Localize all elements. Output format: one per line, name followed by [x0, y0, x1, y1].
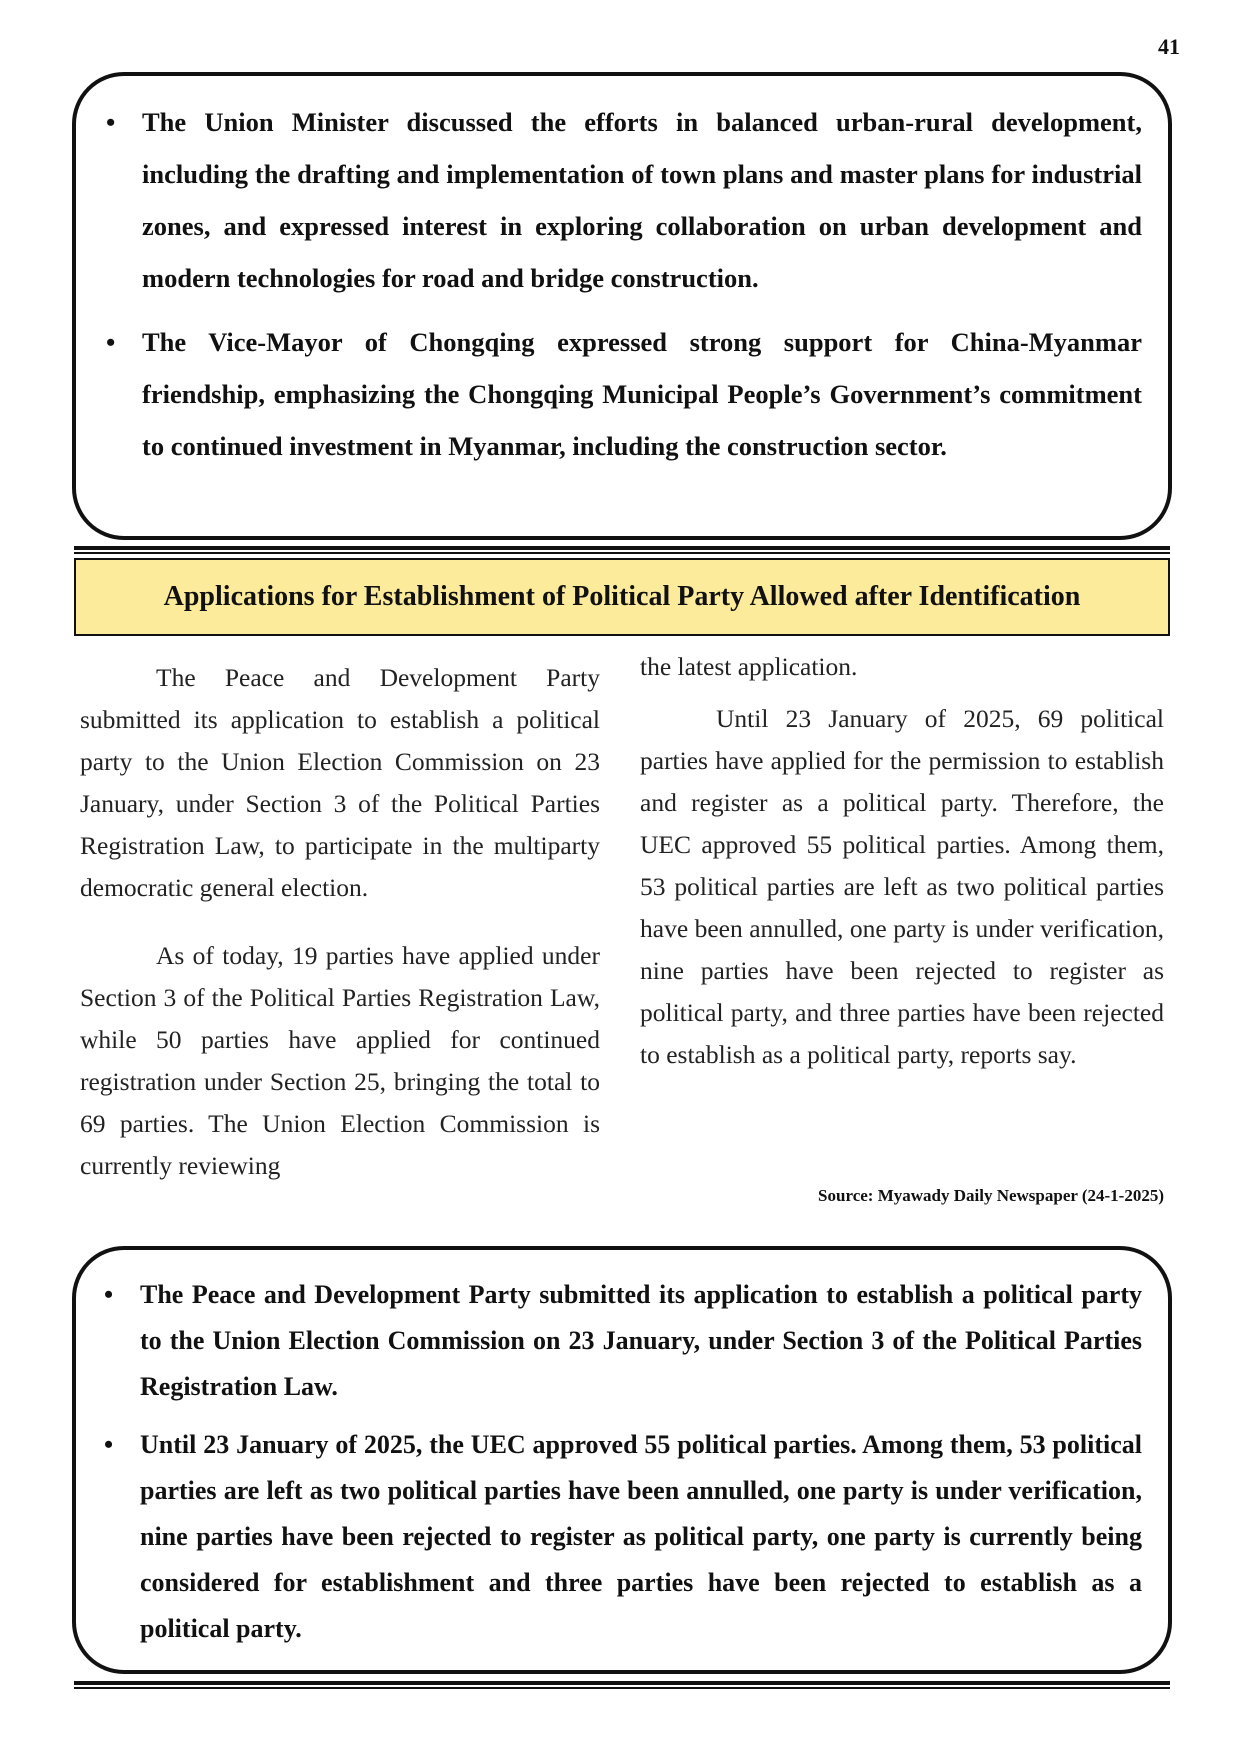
footer-divider-thin [74, 1687, 1170, 1689]
article-right-column [640, 646, 1164, 1076]
page-number: 41 [1158, 34, 1180, 59]
article-paragraph: Until 23 January of 2025, 69 political parties have applied for the permission to establish and register as a political party. Therefore, the UEC approved 55 political parties. Among them, 53 political parties are left as two political parties have been annulled, one party is under verification, nine parties have been rejected to register as political party, and three parties have been rejected to establish as a political party, reports say. [640, 704, 1164, 1069]
article-title: Applications for Establishment of Political Party Allowed after Identification [74, 558, 1170, 636]
section-divider-thin [74, 552, 1170, 554]
article-paragraph: the latest application. [640, 652, 858, 681]
summary-bullet: • Until 23 January of 2025, the UEC approved 55 political parties. Among them, 53 political parties are left as two political parties have been annulled, one party is under verification, nine parties have been rejected to register as political party, one party is currently being considered for establishment and three parties have been rejected to establish as a political party. [140, 1422, 1142, 1652]
bottom-summary-list [140, 1272, 1142, 1652]
section-divider [74, 546, 1170, 550]
summary-bullet: • The Peace and Development Party submitted its application to establish a political party to the Union Election Commission on 23 January, under Section 3 of the Political Parties Registration Law. [140, 1272, 1142, 1410]
top-summary-list [142, 96, 1142, 472]
article-source: Source: Myawady Daily Newspaper (24-1-2025) [818, 1186, 1164, 1205]
summary-bullet: • The Vice-Mayor of Chongqing expressed strong support for China-Myanmar friendship, emphasizing the Chongqing Municipal People’s Government’s commitment to continued investment in Myanmar, including the construction sector. [142, 316, 1142, 472]
article-left-column [80, 657, 600, 1187]
footer-divider [74, 1681, 1170, 1685]
article-paragraph: The Peace and Development Party submitted its application to establish a political party to the Union Election Commission on 23 January, under Section 3 of the Political Parties Registration Law, to participate in the multiparty democratic general election. [80, 663, 600, 902]
bottom-summary-box [72, 1246, 1172, 1674]
summary-bullet: • The Union Minister discussed the efforts in balanced urban-rural development, including the drafting and implementation of town plans and master plans for industrial zones, and expressed interest in exploring collaboration on urban development and modern technologies for road and bridge construction. [142, 96, 1142, 304]
article-paragraph: As of today, 19 parties have applied under Section 3 of the Political Parties Registration Law, while 50 parties have applied for continued registration under Section 25, bringing the total to 69 parties. The Union Election Commission is currently reviewing [80, 941, 600, 1180]
top-summary-box [72, 72, 1172, 540]
